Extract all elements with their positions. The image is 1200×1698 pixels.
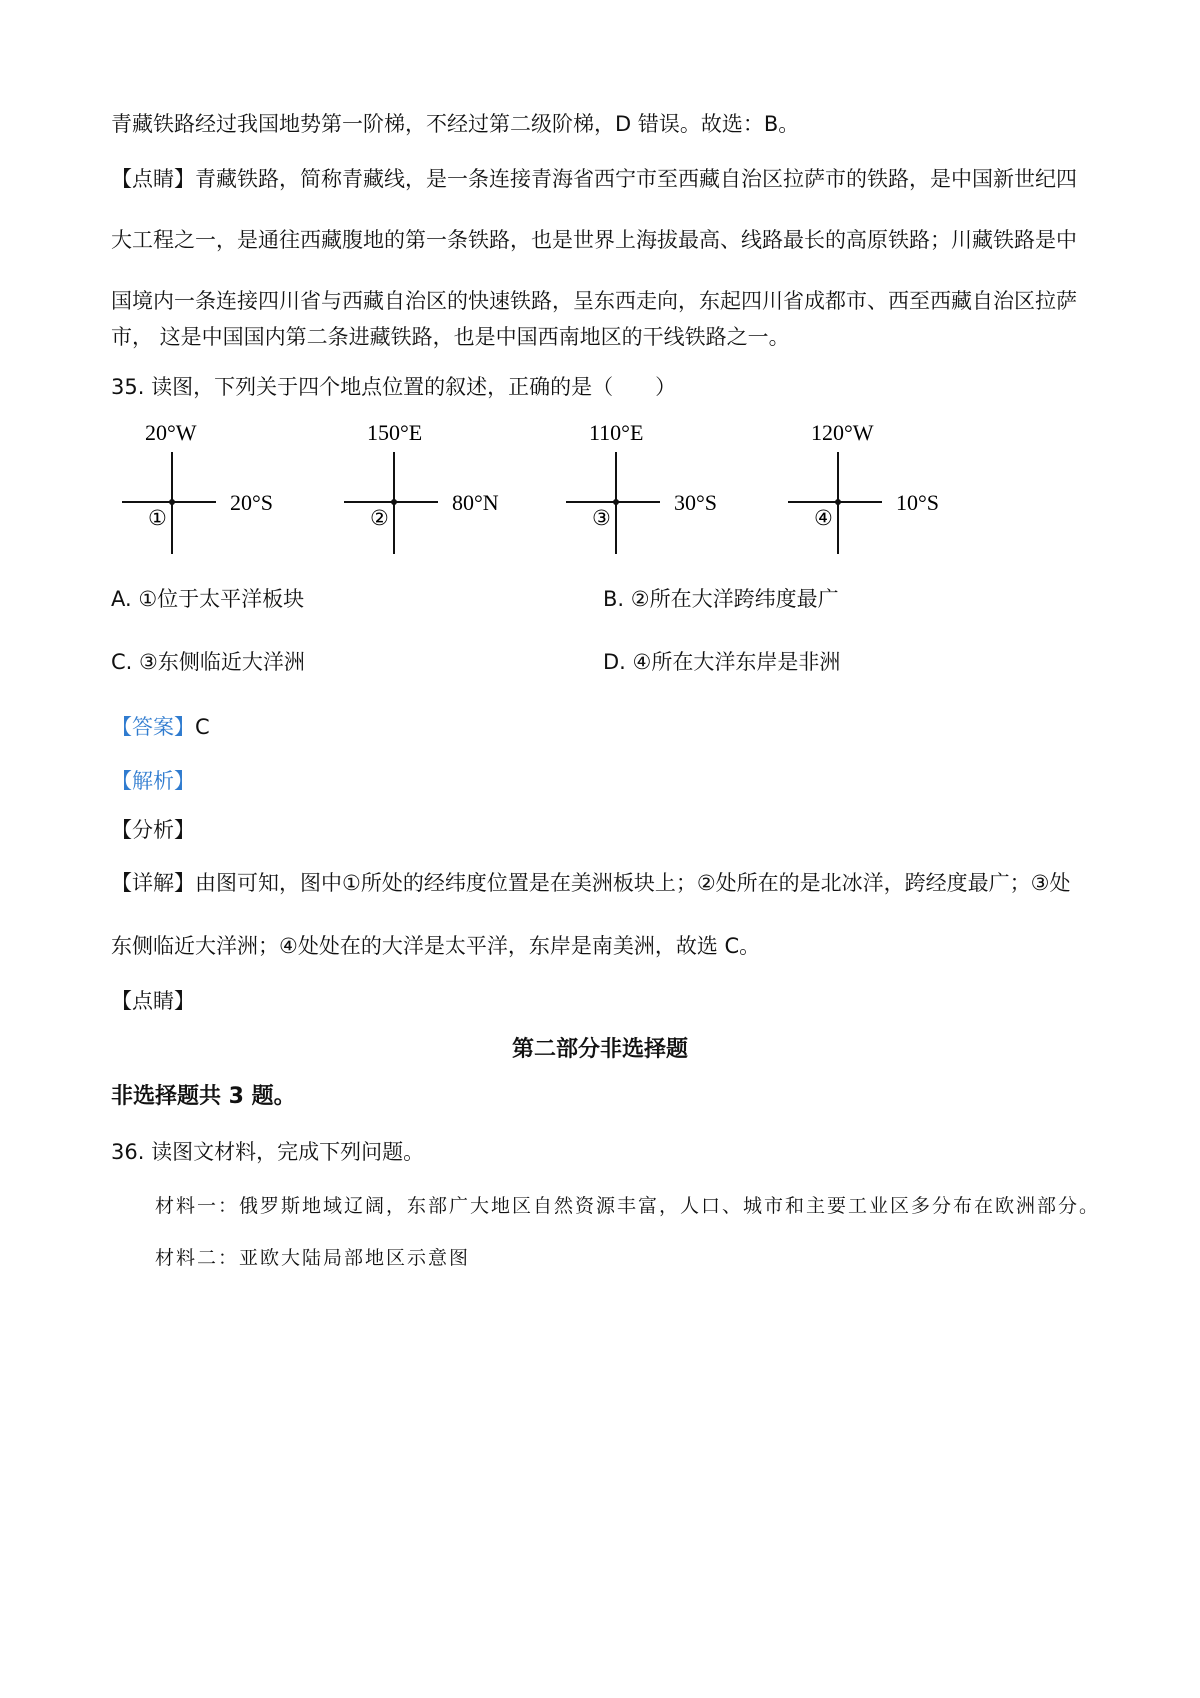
coord-diagram-2-marker: ② [370,506,389,530]
question-36-stem: 36. 读图文材料，完成下列问题。 [111,1140,425,1164]
option-a: A. ①位于太平洋板块 [111,587,305,611]
coord-diagram-2-svg [344,418,524,558]
coord-diagram-3-lat: 30°S [674,490,718,515]
coord-diagram-3-svg [566,418,746,558]
coord-diagram-2-lon: 150°E [367,420,423,445]
tip-paragraph-line-2: 大工程之一，是通往西藏腹地的第一条铁路，也是世界上海拔最高、线路最长的高原铁路；川藏铁路是中 [111,228,1077,252]
coord-diagram-3-marker: ③ [592,506,611,530]
coord-diagram-2 [344,418,524,558]
coord-diagram-4-lat: 10°S [896,490,940,515]
coord-diagram-1 [122,418,302,558]
coord-diagram-4 [788,418,968,558]
option-d: D. ④所在大洋东岸是非洲 [603,650,841,674]
part2-title: 第二部分非选择题 [511,1037,688,1062]
detail-line-2: 东侧临近大洋洲；④处处在的大洋是太平洋，东岸是南美洲，故选 C。 [111,934,761,958]
coord-diagram-1-lat: 20°S [230,490,274,515]
question-35-stem: 35. 读图，下列关于四个地点位置的叙述，正确的是（ ） [111,375,677,399]
material-1: 材料一：俄罗斯地域辽阔，东部广大地区自然资源丰富，人口、城市和主要工业区多分布在欧洲部分。 [155,1195,1101,1217]
prev-answer-line: 青藏铁路经过我国地势第一阶梯，不经过第二级阶梯，D 错误。故选：B。 [111,112,800,136]
tip-paragraph-line-4: 市， 这是中国国内第二条进藏铁路，也是中国西南地区的干线铁路之一。 [111,325,790,349]
tip-text-1: 青藏铁路，简称青藏线，是一条连接青海省西宁市至西藏自治区拉萨市的铁路，是中国新世纪四 [195,167,1077,191]
analysis-label: 【解析】 [111,769,195,793]
coord-diagram-2-lat: 80°N [452,490,499,515]
coord-diagram-4-lon: 120°W [811,420,874,445]
coord-diagram-1-lon: 20°W [145,420,197,445]
answer-value: C [195,715,210,739]
coord-diagram-3-lon: 110°E [589,420,644,445]
option-c: C. ③东侧临近大洋洲 [111,650,305,674]
option-b: B. ②所在大洋跨纬度最广 [603,587,839,611]
part2-subtitle: 非选择题共 3 题。 [111,1084,296,1109]
coord-diagram-1-svg [122,418,302,558]
coord-diagram-4-svg [788,418,968,558]
detail-text-1: 由图可知，图中①所处的经纬度位置是在美洲板块上；②处所在的是北冰洋，跨经度最广；③处 [195,871,1071,895]
answer-line [111,713,210,741]
coord-diagram-1-marker: ① [148,506,167,530]
answer-label: 【答案】 [111,715,195,739]
tip-paragraph-line-3: 国境内一条连接四川省与西藏自治区的快速铁路，呈东西走向，东起四川省成都市、西至西藏自治区拉萨 [111,289,1077,313]
material-2: 材料二：亚欧大陆局部地区示意图 [155,1247,471,1269]
coord-diagram-3 [566,418,746,558]
fenxi-label: 【分析】 [111,818,195,842]
coord-diagram-4-marker: ④ [814,506,833,530]
detail-label: 【详解】 [111,871,195,895]
detail-line-1 [111,869,1070,897]
tip-label: 【点睛】 [111,167,195,191]
tip-label-2: 【点睛】 [111,989,195,1013]
tip-paragraph-line-1 [111,165,1077,193]
